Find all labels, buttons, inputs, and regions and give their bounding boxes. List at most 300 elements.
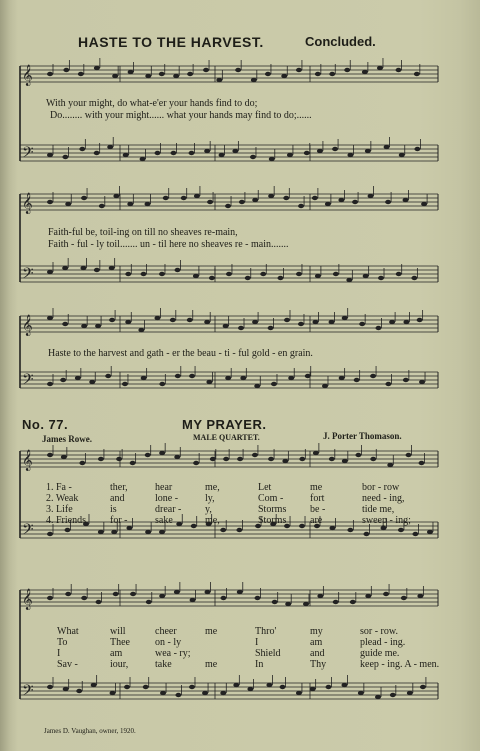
- note-head: [266, 683, 272, 687]
- verse-word: hear: [155, 482, 173, 493]
- note-head: [268, 326, 274, 330]
- note-head: [358, 691, 364, 695]
- note-head: [47, 200, 53, 204]
- note-head: [412, 532, 418, 536]
- note-head: [317, 149, 323, 153]
- note-head: [203, 68, 209, 72]
- note-head: [204, 320, 210, 324]
- note-head: [76, 689, 82, 693]
- note-head: [232, 149, 238, 153]
- note-head: [363, 274, 369, 278]
- verse-word: 3. Life: [46, 504, 73, 515]
- note-head: [187, 318, 193, 322]
- verse-word: sor - row.: [360, 626, 398, 637]
- bass-clef-icon: 𝄢: [22, 265, 34, 285]
- note-head: [75, 376, 81, 380]
- note-head: [47, 270, 53, 274]
- note-head: [389, 320, 395, 324]
- note-head: [350, 600, 356, 604]
- verse-word: me: [205, 626, 218, 637]
- verse-word: my: [310, 626, 323, 637]
- note-head: [271, 382, 277, 386]
- note-head: [296, 691, 302, 695]
- note-head: [63, 687, 69, 691]
- note-head: [63, 68, 69, 72]
- note-head: [62, 322, 68, 326]
- note-head: [125, 320, 131, 324]
- verse-word: lone -: [155, 493, 179, 504]
- verse-word: y,: [205, 504, 212, 515]
- note-head: [252, 198, 258, 202]
- note-head: [159, 451, 165, 455]
- note-head: [383, 592, 389, 596]
- verse-word: me: [310, 482, 323, 493]
- note-head: [47, 153, 53, 157]
- note-head: [170, 151, 176, 155]
- note-head: [322, 384, 328, 388]
- verse-word: me,: [205, 482, 220, 493]
- verse-word: drear -: [155, 504, 182, 515]
- note-head: [47, 685, 53, 689]
- note-head: [91, 683, 97, 687]
- note-head: [193, 274, 199, 278]
- note-head: [280, 685, 286, 689]
- verse-word: Let: [258, 482, 272, 493]
- verse-word: sweep - ing;: [362, 515, 411, 526]
- note-head: [352, 200, 358, 204]
- note-head: [252, 320, 258, 324]
- verse-word: me: [205, 659, 218, 670]
- note-head: [176, 522, 182, 526]
- note-head: [145, 202, 151, 206]
- note-head: [368, 194, 374, 198]
- note-head: [396, 272, 402, 276]
- note-head: [223, 457, 229, 461]
- verse-word: are: [310, 515, 323, 526]
- note-head: [220, 596, 226, 600]
- note-head: [174, 455, 180, 459]
- note-head: [191, 524, 197, 528]
- song-title: HASTE TO THE HARVEST.: [78, 34, 264, 50]
- verse-word: on - ly: [155, 637, 182, 648]
- note-head: [226, 272, 232, 276]
- note-head: [105, 374, 111, 378]
- note-head: [109, 266, 115, 270]
- note-head: [365, 149, 371, 153]
- note-head: [159, 530, 165, 534]
- verse-word: Com -: [258, 493, 284, 504]
- note-head: [346, 278, 352, 282]
- verse-word: be -: [310, 504, 326, 515]
- treble-clef-icon: 𝄞: [22, 315, 33, 335]
- treble-clef-icon: 𝄞: [22, 450, 33, 470]
- verse-word: 4. Friends: [46, 515, 86, 526]
- verse-word: I: [255, 637, 259, 648]
- note-head: [130, 592, 136, 596]
- copyright-text: James D. Vaughan, owner, 1920.: [44, 727, 136, 735]
- note-head: [65, 202, 71, 206]
- note-head: [126, 526, 132, 530]
- note-head: [145, 530, 151, 534]
- verse-word: Shield: [255, 648, 281, 659]
- note-head: [398, 528, 404, 532]
- lyric-line: Haste to the harvest and gath - er the beau - ti - ful gold - en grain.: [48, 348, 313, 359]
- note-head: [260, 272, 266, 276]
- note-head: [190, 598, 196, 602]
- note-head: [347, 153, 353, 157]
- note-head: [312, 320, 318, 324]
- note-head: [287, 153, 293, 157]
- verse-word: am: [310, 637, 323, 648]
- note-head: [237, 457, 243, 461]
- note-head: [81, 196, 87, 200]
- note-head: [387, 463, 393, 467]
- note-head: [338, 198, 344, 202]
- note-head: [79, 147, 85, 151]
- note-head: [189, 374, 195, 378]
- lyric-line: Do........ with your might...... what your hands may find to do;......: [50, 110, 312, 121]
- note-head: [145, 453, 151, 457]
- note-head: [216, 78, 222, 82]
- note-head: [332, 147, 338, 151]
- note-head: [89, 380, 95, 384]
- note-head: [384, 145, 390, 149]
- note-head: [403, 378, 409, 382]
- note-head: [140, 157, 146, 161]
- note-head: [219, 153, 225, 157]
- note-head: [159, 72, 165, 76]
- note-head: [110, 691, 116, 695]
- note-head: [154, 316, 160, 320]
- note-head: [99, 204, 105, 208]
- note-head: [175, 374, 181, 378]
- note-head: [325, 202, 331, 206]
- verse-word: tide me,: [362, 504, 395, 515]
- verse-word: iour,: [110, 659, 129, 670]
- treble-clef-icon: 𝄞: [22, 65, 33, 85]
- note-head: [225, 376, 231, 380]
- note-head: [61, 455, 67, 459]
- verse-word: I: [57, 648, 61, 659]
- note-head: [220, 691, 226, 695]
- note-head: [123, 153, 129, 157]
- note-head: [94, 66, 100, 70]
- verse-word: ly,: [205, 493, 215, 504]
- note-head: [403, 198, 409, 202]
- note-head: [95, 324, 101, 328]
- note-head: [401, 596, 407, 600]
- verse-word: and: [310, 648, 325, 659]
- author: James Rowe.: [42, 434, 92, 444]
- note-head: [79, 461, 85, 465]
- note-head: [189, 151, 195, 155]
- note-head: [377, 66, 383, 70]
- verse-word: fort: [310, 493, 325, 504]
- note-head: [128, 70, 134, 74]
- note-head: [146, 600, 152, 604]
- note-head: [206, 380, 212, 384]
- note-head: [283, 196, 289, 200]
- bass-clef-icon: 𝄢: [22, 144, 34, 164]
- note-head: [342, 316, 348, 320]
- note-head: [417, 594, 423, 598]
- note-head: [419, 380, 425, 384]
- note-head: [189, 685, 195, 689]
- note-head: [362, 70, 368, 74]
- note-head: [247, 687, 253, 691]
- note-head: [342, 459, 348, 463]
- note-head: [380, 526, 386, 530]
- note-head: [363, 532, 369, 536]
- note-head: [65, 592, 71, 596]
- note-head: [112, 74, 118, 78]
- verse-word: 1. Fa -: [46, 482, 72, 493]
- verse-word: What: [57, 626, 79, 637]
- note-head: [175, 693, 181, 697]
- verse-word: cheer: [155, 626, 177, 637]
- note-head: [159, 382, 165, 386]
- note-head: [370, 374, 376, 378]
- note-head: [254, 384, 260, 388]
- note-head: [251, 78, 257, 82]
- note-head: [236, 528, 242, 532]
- concluded-label: Concluded.: [305, 34, 376, 49]
- verse-word: plead - ing.: [360, 637, 406, 648]
- note-head: [390, 693, 396, 697]
- note-head: [355, 453, 361, 457]
- note-head: [96, 600, 102, 604]
- note-head: [194, 194, 200, 198]
- note-head: [299, 524, 305, 528]
- note-head: [421, 202, 427, 206]
- note-head: [414, 72, 420, 76]
- treble-clef-icon: 𝄞: [22, 193, 33, 213]
- note-head: [80, 266, 86, 270]
- note-head: [125, 272, 131, 276]
- hymn-title: MY PRAYER.: [182, 417, 267, 432]
- verse-word: take: [155, 659, 172, 670]
- verse-word: Thee: [110, 637, 130, 648]
- bass-clef-icon: 𝄢: [22, 371, 34, 391]
- note-head: [225, 204, 231, 208]
- verse-word: sake: [155, 515, 173, 526]
- note-head: [269, 157, 275, 161]
- bass-clef-icon: 𝄢: [22, 521, 34, 541]
- note-head: [296, 272, 302, 276]
- note-head: [143, 685, 149, 689]
- note-head: [285, 602, 291, 606]
- note-head: [252, 453, 258, 457]
- note-head: [107, 145, 113, 149]
- note-head: [47, 316, 53, 320]
- note-head: [159, 272, 165, 276]
- note-head: [233, 683, 239, 687]
- note-head: [344, 68, 350, 72]
- verse-word: Storms: [258, 515, 287, 526]
- hymn-number: No. 77.: [22, 417, 69, 432]
- bass-clef-icon: 𝄢: [22, 682, 34, 702]
- note-head: [272, 600, 278, 604]
- note-head: [81, 324, 87, 328]
- note-head: [47, 453, 53, 457]
- note-head: [268, 457, 274, 461]
- verse-word: In: [255, 659, 264, 670]
- note-head: [304, 151, 310, 155]
- note-head: [65, 528, 71, 532]
- note-head: [298, 204, 304, 208]
- verse-word: Storms: [258, 504, 287, 515]
- note-head: [378, 276, 384, 280]
- note-head: [181, 196, 187, 200]
- note-head: [98, 457, 104, 461]
- note-head: [268, 194, 274, 198]
- note-head: [282, 459, 288, 463]
- note-head: [339, 376, 345, 380]
- note-head: [204, 149, 210, 153]
- note-head: [419, 461, 425, 465]
- treble-clef-icon: 𝄞: [22, 589, 33, 609]
- note-head: [299, 457, 305, 461]
- note-head: [385, 200, 391, 204]
- note-head: [47, 382, 53, 386]
- verse-word: me,: [205, 515, 220, 526]
- note-head: [326, 685, 332, 689]
- note-head: [414, 147, 420, 151]
- verse-word: Thy: [310, 659, 327, 670]
- note-head: [127, 202, 133, 206]
- note-head: [175, 268, 181, 272]
- note-head: [354, 378, 360, 382]
- verse-word: wea - ry;: [155, 648, 191, 659]
- staves: [20, 65, 438, 702]
- note-head: [113, 592, 119, 596]
- verse-word: guide me.: [360, 648, 400, 659]
- note-head: [370, 457, 376, 461]
- note-head: [296, 68, 302, 72]
- verse-word: keep - ing. A - men.: [360, 659, 440, 670]
- note-head: [78, 72, 84, 76]
- note-head: [159, 594, 165, 598]
- note-head: [281, 74, 287, 78]
- note-head: [220, 528, 226, 532]
- composer: J. Porter Thomason.: [323, 431, 402, 441]
- note-head: [341, 683, 347, 687]
- note-head: [138, 328, 144, 332]
- note-head: [403, 320, 409, 324]
- note-head: [239, 200, 245, 204]
- note-head: [223, 324, 229, 328]
- verse-word: is: [110, 504, 117, 515]
- note-head: [47, 72, 53, 76]
- note-head: [130, 461, 136, 465]
- note-head: [141, 376, 147, 380]
- note-head: [329, 72, 335, 76]
- note-head: [420, 685, 426, 689]
- note-head: [240, 376, 246, 380]
- verse-word: bor - row: [362, 482, 400, 493]
- note-head: [209, 276, 215, 280]
- note-head: [204, 590, 210, 594]
- note-head: [98, 530, 104, 534]
- notes: [47, 58, 433, 699]
- note-head: [329, 526, 335, 530]
- verse-word: and: [110, 493, 125, 504]
- verse-word: Thro': [255, 626, 277, 637]
- note-head: [141, 272, 147, 276]
- lyric-line: Faith-ful be, toil-ing on till no sheaves re-main,: [48, 227, 238, 238]
- note-head: [113, 194, 119, 198]
- note-head: [385, 382, 391, 386]
- note-head: [312, 196, 318, 200]
- note-head: [202, 691, 208, 695]
- note-head: [62, 266, 68, 270]
- note-head: [160, 691, 166, 695]
- note-head: [375, 326, 381, 330]
- note-head: [315, 72, 321, 76]
- note-head: [187, 72, 193, 76]
- note-head: [193, 461, 199, 465]
- note-head: [333, 600, 339, 604]
- lyric-line: Faith - ful - ly toil....... un - til here no sheaves re - main.......: [48, 239, 289, 250]
- verse-word: need - ing,: [362, 493, 405, 504]
- note-head: [116, 457, 122, 461]
- verse-word: Sav -: [57, 659, 78, 670]
- verse-word: To: [57, 637, 68, 648]
- note-head: [170, 318, 176, 322]
- note-head: [207, 200, 213, 204]
- note-head: [284, 318, 290, 322]
- note-head: [81, 596, 87, 600]
- verse-word: 2. Weak: [46, 493, 79, 504]
- note-head: [109, 318, 115, 322]
- note-head: [254, 596, 260, 600]
- note-head: [122, 382, 128, 386]
- note-head: [62, 155, 68, 159]
- note-head: [329, 457, 335, 461]
- verse-word: will: [110, 626, 126, 637]
- note-head: [163, 196, 169, 200]
- lyric-line: With your might, do what-e'er your hands find to do;: [46, 98, 258, 109]
- note-head: [47, 532, 53, 536]
- note-head: [317, 594, 323, 598]
- note-head: [315, 274, 321, 278]
- note-head: [303, 602, 309, 606]
- note-head: [347, 528, 353, 532]
- note-head: [111, 530, 117, 534]
- note-head: [174, 590, 180, 594]
- note-head: [238, 326, 244, 330]
- note-head: [245, 276, 251, 280]
- note-head: [288, 376, 294, 380]
- note-head: [375, 695, 381, 699]
- note-head: [298, 322, 304, 326]
- note-head: [94, 151, 100, 155]
- note-head: [237, 590, 243, 594]
- verse-word: am: [110, 648, 123, 659]
- arrangement: MALE QUARTET.: [193, 433, 260, 442]
- note-head: [145, 74, 151, 78]
- verse-word: for -: [110, 515, 128, 526]
- note-head: [411, 276, 417, 280]
- note-head: [235, 68, 241, 72]
- note-head: [250, 155, 256, 159]
- note-head: [407, 691, 413, 695]
- note-head: [417, 318, 423, 322]
- note-head: [365, 594, 371, 598]
- note-head: [396, 68, 402, 72]
- note-head: [359, 322, 365, 326]
- note-head: [310, 687, 316, 691]
